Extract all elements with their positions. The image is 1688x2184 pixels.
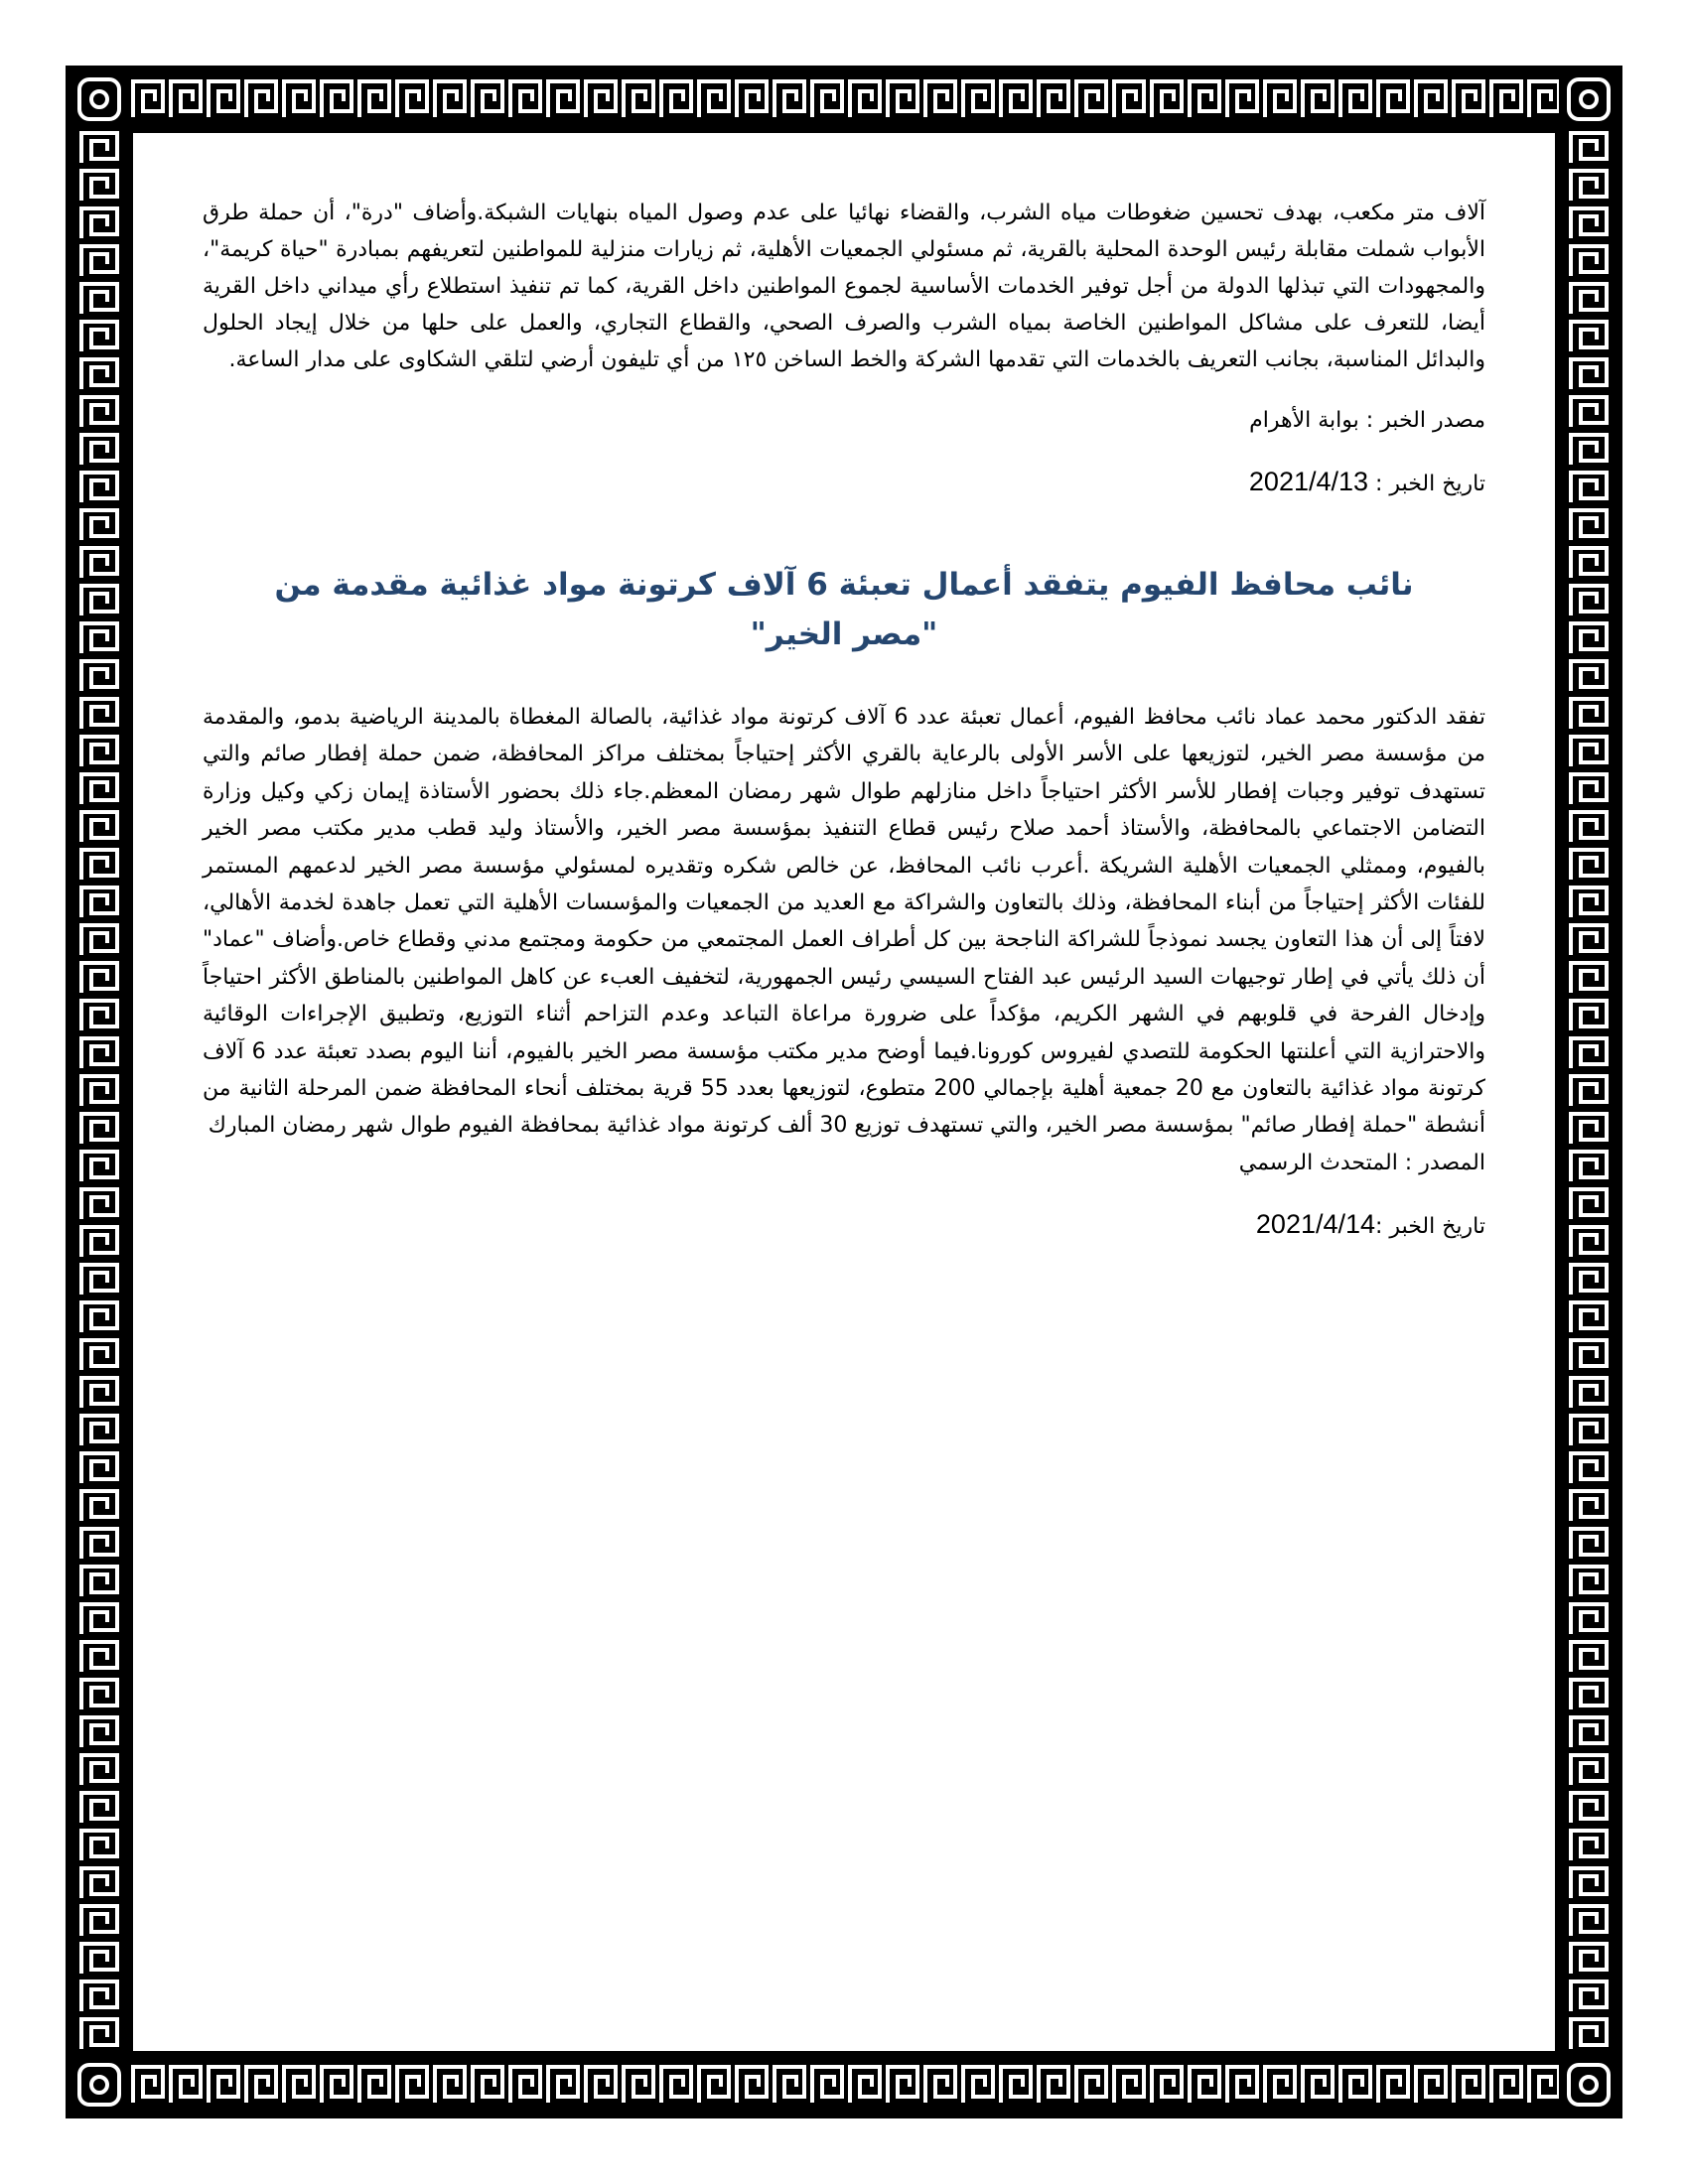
article2-date [203,1206,1485,1245]
article1-source [203,402,1485,439]
article1-source-value: بوابة الأهرام [1249,408,1359,433]
article2-headline: نائب محافظ الفيوم يتفقد أعمال تعبئة 6 آلاف كرتونة مواد غذائية مقدمة من "مصر الخير" [274,567,1414,652]
border-greek-key-right [1563,129,1615,2055]
article2-source-label: المصدر : [1397,1150,1485,1175]
article2-date-value: 2021/4/14 [1255,1208,1376,1239]
border-corner-ornament-bottom-right [1563,2059,1615,2111]
border-corner-ornament-top-left [73,73,125,125]
article2-source [203,1145,1485,1181]
article-content [203,195,1485,1245]
article2-source-value: المتحدث الرسمي [1238,1150,1398,1175]
border-corner-ornament-bottom-left [73,2059,125,2111]
border-greek-key-bottom [129,2059,1559,2111]
article1-date [203,464,1485,502]
article2-paragraph: تفقد الدكتور محمد عماد نائب محافظ الفيوم، أعمال تعبئة عدد 6 آلاف كرتونة مواد غذائية، بالصالة المغطاة بالمدينة الرياضية بدمو، والمقدمة من مؤسسة مصر الخير، لتوزيعها على الأسر الأولى بالرعاية بالقري الأكثر إحتياجاً بمختلف مراكز المحافظة، ضمن حملة إفطار صائم والتي تستهدف توفير وجبات إفطار للأسر الأكثر احتياجاً داخل منازلهم طوال شهر رمضان المعظم.جاء ذلك بحضور الأستاذة إيمان زكي وكيل وزارة التضامن الاجتماعي بالمحافظة، والأستاذ أحمد صلاح رئيس قطاع التنفيذ بمؤسسة مصر الخير، والأستاذ وليد قطب مدير مكتب مصر الخير بالفيوم، وممثلي الجمعيات الأهلية الشريكة .أعرب نائب المحافظ، عن خالص شكره وتقديره لمسئولي مؤسسة مصر الخير لدعمهم المستمر للفئات الأكثر إحتياجاً من أبناء المحافظة، وذلك بالتعاون والشراكة مع العديد من الجمعيات والمؤسسات الأهلية التي تعمل جاهدة لخدمة الأهالي، لافتاً إلى أن هذا التعاون يجسد نموذجاً للشراكة الناجحة بين كل أطراف العمل المجتمعي من حكومة ومجتمع مدني وقطاع خاص.وأضاف "عماد" أن ذلك يأتي في إطار توجيهات السيد الرئيس عبد الفتاح السيسي رئيس الجمهورية، لتخفيف العبء عن كاهل المواطنين بالمناطق الأكثر احتياجاً وإدخال الفرحة في قلوبهم في الشهر الكريم، مؤكداً على ضرورة مراعاة التباعد وعدم التزاحم أثناء التوزيع، وتطبيق الإجراءات الوقائية والاحترازية التي أعلنتها الحكومة للتصدي لفيروس كورونا.فيما أوضح مدير مكتب مؤسسة مصر الخير بالفيوم، أننا اليوم بصدد تعبئة عدد 6 آلاف كرتونة مواد غذائية بالتعاون مع 20 جمعية أهلية بإجمالي 200 متطوع، لتوزيعها بعدد 55 قرية بمختلف أنحاء المحافظة ضمن المرحلة الثانية من أنشطة "حملة إفطار صائم" بمؤسسة مصر الخير، والتي تستهدف توزيع 30 ألف كرتونة مواد غذائية بمحافظة الفيوم طوال شهر رمضان المبارك [203,705,1486,1139]
border-corner-ornament-top-right [1563,73,1615,125]
article1-source-label: مصدر الخبر : [1358,408,1485,433]
border-greek-key-top [129,73,1559,125]
border-greek-key-left [73,129,125,2055]
article1-date-label: تاريخ الخبر : [1368,472,1485,496]
article1-date-value: 2021/4/13 [1248,467,1369,496]
article1-paragraph: آلاف متر مكعب، بهدف تحسين ضغوطات مياه الشرب، والقضاء نهائيا على عدم وصول المياه بنهايات الشبكة.وأضاف "درة"، أن حملة طرق الأبواب شملت مقابلة رئيس الوحدة المحلية بالقرية، ثم مسئولي الجمعيات الأهلية، ثم زيارات منزلية للمواطنين لتعريفهم بمبادرة "حياة كريمة"، والمجهودات التي تبذلها الدولة من أجل توفير الخدمات الأساسية لجموع المواطنين داخل القرية، كما تم تنفيذ استطلاع رأي ميداني داخل القرية أيضا، للتعرف على مشاكل المواطنين الخاصة بمياه الشرب والصرف الصحي، والقطاع التجاري، والعمل على حلها من خلال إيجاد الحلول والبدائل المناسبة، بجانب التعريف بالخدمات التي تقدمها الشركة والخط الساخن ١٢٥ من أي تليفون أرضي لتلقي الشكاوى على مدار الساعة. [203,201,1485,372]
article2-date-label: تاريخ الخبر : [1375,1213,1485,1239]
